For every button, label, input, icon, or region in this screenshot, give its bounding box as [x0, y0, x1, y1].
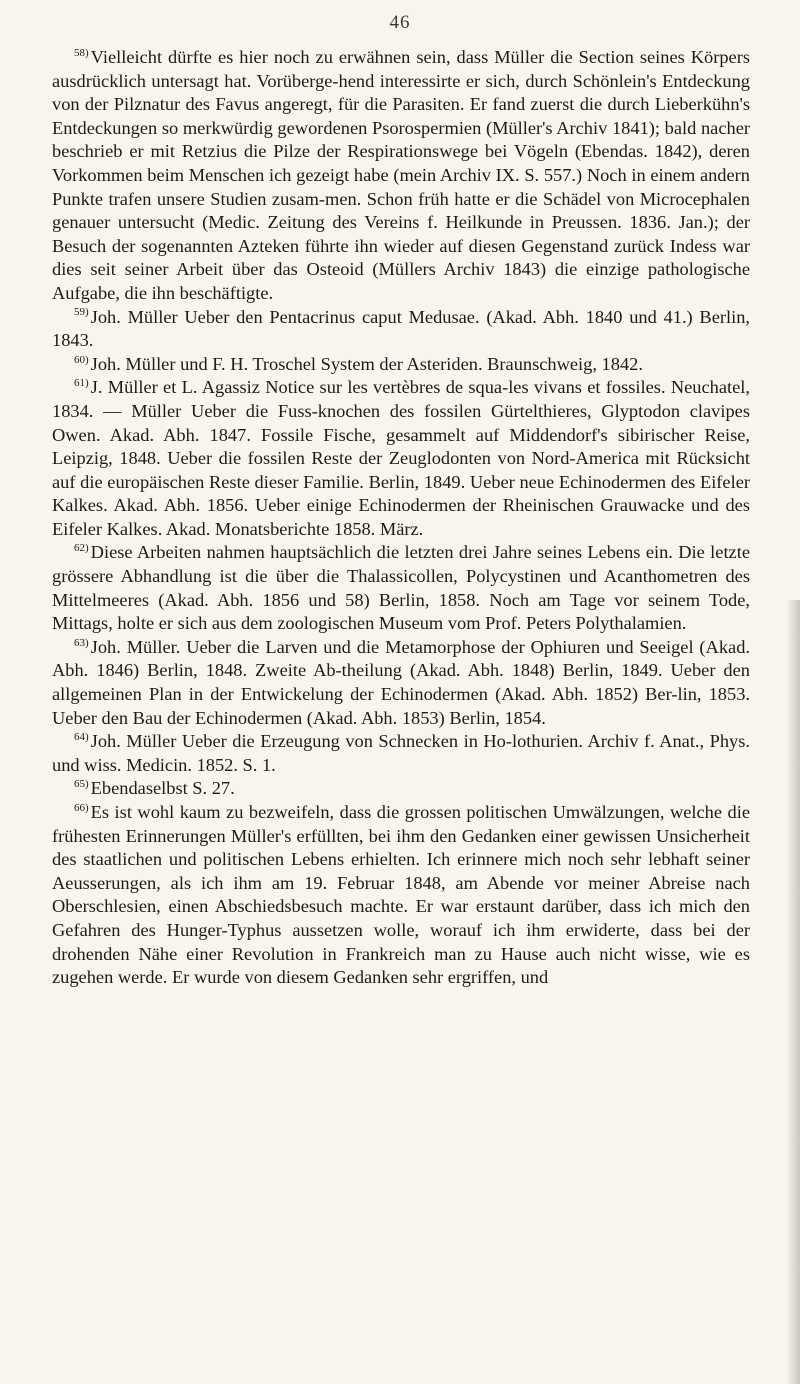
footnote-marker: 61)	[74, 377, 89, 390]
footnote-58	[52, 46, 750, 306]
footnote-marker: 58)	[74, 46, 89, 59]
footnote-63	[52, 636, 750, 730]
footnote-marker: 59)	[74, 306, 89, 319]
footnote-62	[52, 541, 750, 635]
footnote-text: Joh. Müller Ueber die Erzeugung von Schnecken in Ho-lothurien. Archiv f. Anat., Phys. und wiss. Medicin. 1852. S. 1.	[52, 731, 750, 775]
footnote-marker: 60)	[74, 353, 89, 366]
footnote-66	[52, 801, 750, 990]
footnote-marker: 62)	[74, 542, 89, 555]
footnotes-body	[52, 46, 750, 990]
footnote-text: Diese Arbeiten nahmen hauptsächlich die letzten drei Jahre seines Lebens ein. Die letzte grössere Abhandlung ist die über die Thalassicollen, Polycystinen und Acanthometren des Mittelmeeres (Akad. Abh. 1856 und 58) Berlin, 1858. Noch am Tage vor seinem Tode, Mittags, holte er sich aus dem zoologischen Museum vom Prof. Peters Polythalamien.	[52, 542, 750, 634]
footnote-text: Joh. Müller. Ueber die Larven und die Metamorphose der Ophiuren und Seeigel (Akad. Abh. 1846) Berlin, 1848. Zweite Ab-theilung (Akad. Abh. 1848) Berlin, 1849. Ueber den allgemeinen Plan in der Entwickelung der Echinodermen (Akad. Abh. 1852) Ber-lin, 1853. Ueber den Bau der Echinodermen (Akad. Abh. 1853) Berlin, 1854.	[52, 636, 750, 728]
footnote-text: Joh. Müller und F. H. Troschel System der Asteriden. Braunschweig, 1842.	[90, 353, 643, 374]
footnote-59	[52, 306, 750, 353]
footnote-64	[52, 730, 750, 777]
page-edge-shadow	[786, 600, 800, 1384]
footnote-text: Joh. Müller Ueber den Pentacrinus caput Medusae. (Akad. Abh. 1840 und 41.) Berlin, 1843.	[52, 306, 750, 351]
footnote-61	[52, 376, 750, 541]
footnote-marker: 64)	[74, 731, 89, 744]
footnote-text: Ebendaselbst S. 27.	[90, 778, 235, 799]
footnote-text: Es ist wohl kaum zu bezweifeln, dass die grossen politischen Umwälzungen, welche die frühesten Erinnerungen Müller's erfüllten, bei ihm den Gedanken einer gewissen Unsicherheit des staatlichen und politischen Lebens erhielten. Ich erinnere mich noch sehr lebhaft seiner Aeusserungen, als ich ihm am 19. Februar 1848, am Abende vor meiner Abreise nach Oberschlesien, einen Abschiedsbesuch machte. Er war erstaunt darüber, dass ich mich den Gefahren des Hunger-Typhus aussetzen wolle, worauf ich ihm erwiderte, dass bei der drohenden Nähe einer Revolution in Frankreich man zu Hause auch nicht wisse, wie es zugehen werde. Er wurde von diesem Gedanken sehr ergriffen, und	[52, 802, 750, 988]
footnote-marker: 66)	[74, 801, 89, 814]
page-number: 46	[389, 12, 411, 33]
footnote-text: J. Müller et L. Agassiz Notice sur les vertèbres de squa-les vivans et fossiles. Neuchatel, 1834. — Müller Ueber die Fuss-knochen des fossilen Gürtelthieres, Glyptodon clavipes Owen. Akad. Abh. 1847. Fossile Fische, gesammelt auf Middendorf's sibirischer Reise, Leipzig, 1848. Ueber die fossilen Reste der Zeuglodonten von Nord-America mit Rücksicht auf die europäischen Reste dieser Familie. Berlin, 1849. Ueber neue Echinodermen des Eifeler Kalkes. Akad. Abh. 1856. Ueber einige Echinodermen der Rheinischen Grauwacke und des Eifeler Kalkes. Akad. Monatsberichte 1858. März.	[52, 377, 750, 539]
footnote-65	[52, 777, 750, 801]
footnote-marker: 65)	[74, 778, 89, 791]
footnote-text: Vielleicht dürfte es hier noch zu erwähnen sein, dass Müller die Section seines Körpers ausdrücklich untersagt hat. Vorüberge-hend interessirte er sich, durch Schönlein's Entdeckung von der Pilznatur des Favus angeregt, für die Parasiten. Er fand zuerst die durch Lieberkühn's Entdeckungen so merkwürdig gewordenen Psorospermien (Müller's Archiv 1841); bald nacher beschrieb er mit Retzius die Pilze der Respirationswege bei Vögeln (Ebendas. 1842), deren Vorkommen beim Menschen ich gezeigt habe (mein Archiv IX. S. 557.) Noch in einem andern Punkte trafen unsere Studien zusam-men. Schon früh hatte er die Schädel von Microcephalen genauer untersucht (Medic. Zeitung des Vereins f. Heilkunde in Preussen. 1836. Jan.); der Besuch der sogenannten Azteken führte ihn wieder auf diesen Gegenstand zurück Indess war dies seit seiner Arbeit über das Osteoid (Müllers Archiv 1843) die einzige pathologische Aufgabe, die ihn beschäftigte.	[52, 47, 750, 303]
footnote-60	[52, 353, 750, 377]
footnote-marker: 63)	[74, 636, 89, 649]
